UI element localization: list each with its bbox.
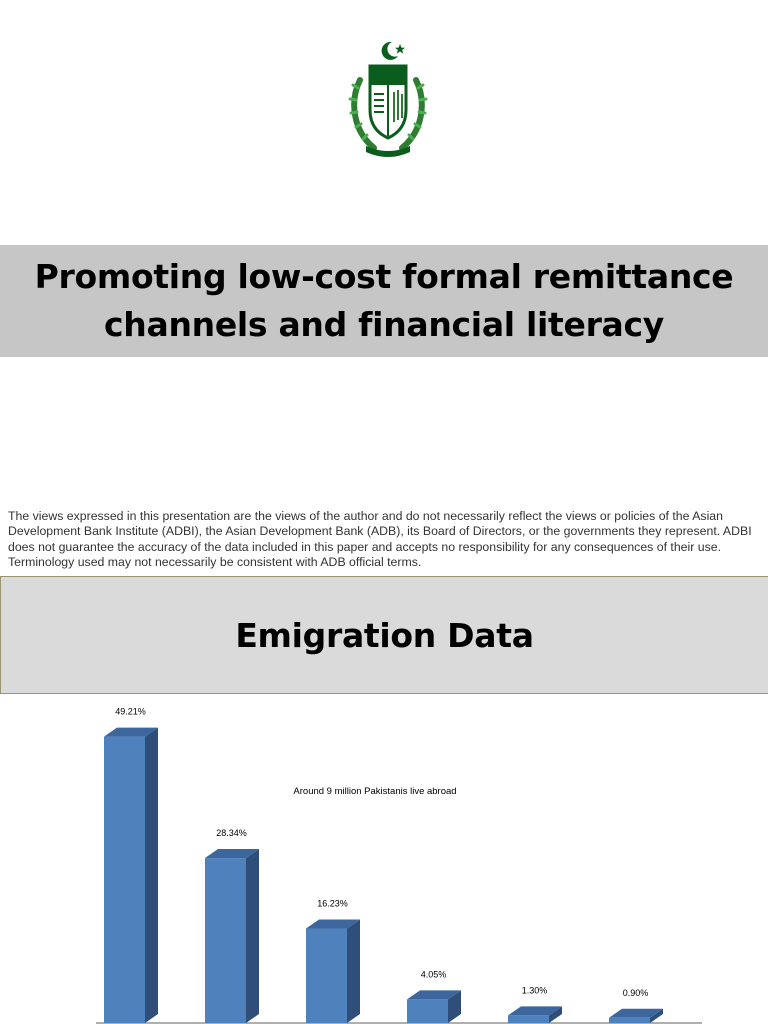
bar xyxy=(407,999,448,1023)
section-title: Emigration Data xyxy=(235,615,534,655)
title-banner xyxy=(0,245,768,357)
slide-title: Promoting low-cost formal remittance channels and financial literacy xyxy=(34,257,734,344)
bar-side xyxy=(246,849,259,1023)
bar-side xyxy=(145,728,158,1023)
bar xyxy=(508,1015,549,1023)
data-label: 1.30% xyxy=(521,985,548,996)
data-label: 4.05% xyxy=(420,969,447,980)
data-label: 49.21% xyxy=(115,706,146,717)
bar xyxy=(609,1018,650,1023)
pakistan-emblem xyxy=(344,38,432,163)
bar xyxy=(104,737,145,1023)
bar-side xyxy=(347,920,360,1023)
chart-annotation: Around 9 million Pakistanis live abroad xyxy=(293,786,457,797)
bar xyxy=(306,929,347,1023)
data-label: 16.23% xyxy=(317,898,348,909)
data-label: 28.34% xyxy=(216,828,247,839)
data-label: 0.90% xyxy=(622,987,649,998)
emigration-bar-chart xyxy=(0,700,768,1024)
bar xyxy=(205,858,246,1023)
disclaimer-text: The views expressed in this presentation are the views of the author and do not necessarily reflect the views or policies of the Asian Development Bank Institute (ADBI), the Asian Development Bank (ADB), its Board of Directors, or the governments they represent. ADBI does not guarantee the accuracy of the data included in this paper and accepts no responsibility for any consequences of their use. Terminology used may not necessarily be consistent with ADB official terms. xyxy=(8,509,752,570)
section-banner xyxy=(0,576,768,694)
